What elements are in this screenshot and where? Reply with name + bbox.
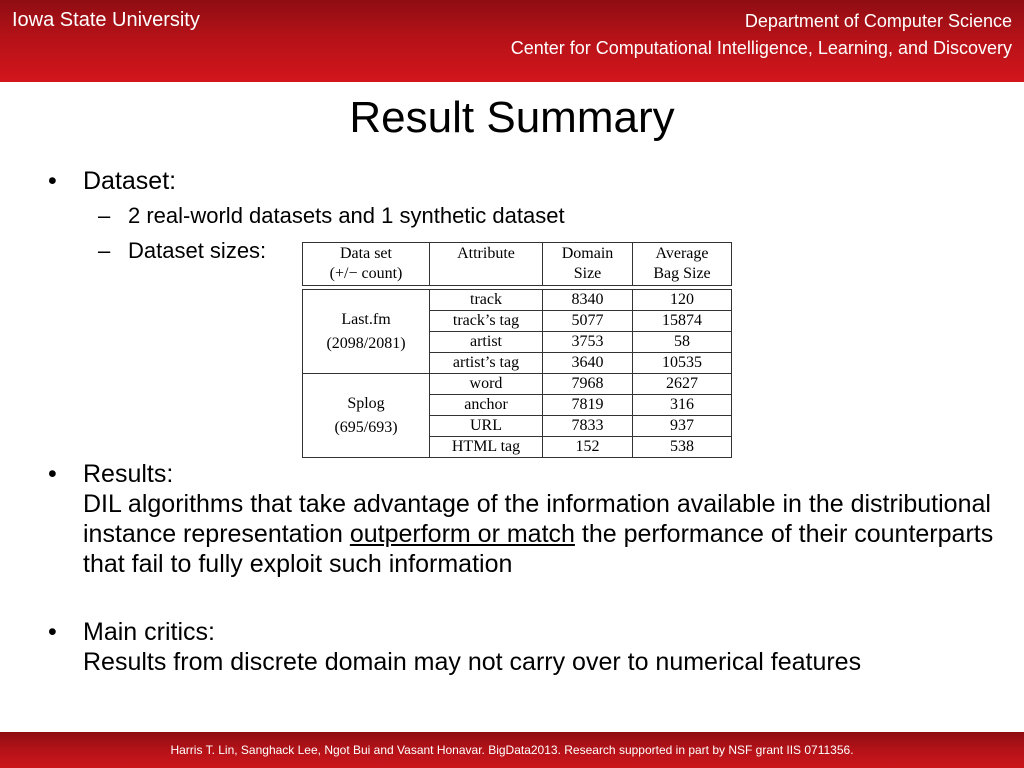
- dataset-table: [302, 242, 732, 458]
- table-row: Last.fm (2098/2081) track 8340 120: [303, 290, 732, 311]
- slide-title: Result Summary: [349, 93, 675, 142]
- department-block: [511, 8, 1012, 62]
- dataset-label: Dataset:: [83, 167, 177, 195]
- dash-icon: –: [98, 238, 111, 263]
- footer-credit: Harris T. Lin, Sanghack Lee, Ngot Bui and Vasant Honavar. BigData2013. Research supported in part by NSF grant IIS 0711356.: [170, 743, 854, 757]
- header-domain-size: Domain Size: [543, 243, 633, 286]
- critics-label: Main critics:: [83, 618, 215, 646]
- university-name: Iowa State University: [12, 9, 200, 31]
- bullet-icon: •: [48, 618, 57, 646]
- department-name: Department of Computer Science: [744, 11, 1012, 31]
- table-row: Splog (695/693) word 7968 2627: [303, 374, 732, 395]
- header-attribute: Attribute: [430, 243, 543, 286]
- center-name: Center for Computational Intelligence, Learning, and Discovery: [510, 38, 1012, 58]
- table-row: artist’s tag 3640 10535: [303, 353, 732, 374]
- table-row: URL 7833 937: [303, 416, 732, 437]
- table-row: track’s tag 5077 15874: [303, 311, 732, 332]
- table-row: artist 3753 58: [303, 332, 732, 353]
- results-text: DIL algorithms that take advantage of the information available in the distributional instance representation outperform or match the performance of their counterparts that fail to fully exploit such information: [83, 490, 994, 578]
- group-splog: Splog (695/693): [303, 374, 430, 458]
- datasets-description: 2 real-world datasets and 1 synthetic dataset: [128, 203, 565, 228]
- critics-text: Results from discrete domain may not carry over to numerical features: [83, 648, 862, 676]
- table-header-row: [303, 243, 732, 286]
- table-row: anchor 7819 316: [303, 395, 732, 416]
- table-row: HTML tag 152 538: [303, 437, 732, 458]
- bullet-icon: •: [48, 460, 57, 488]
- group-lastfm: Last.fm (2098/2081): [303, 290, 430, 374]
- dataset-sizes-label: Dataset sizes:: [128, 238, 267, 263]
- footer-bar: [0, 732, 1024, 768]
- dash-icon: –: [98, 203, 111, 228]
- header-dataset: Data set (+/− count): [303, 243, 430, 286]
- header-bag-size: Average Bag Size: [633, 243, 732, 286]
- results-label: Results:: [83, 460, 174, 488]
- header-bar: [0, 0, 1024, 82]
- emphasis-underline: outperform or match: [349, 520, 575, 548]
- bullet-icon: •: [48, 167, 57, 195]
